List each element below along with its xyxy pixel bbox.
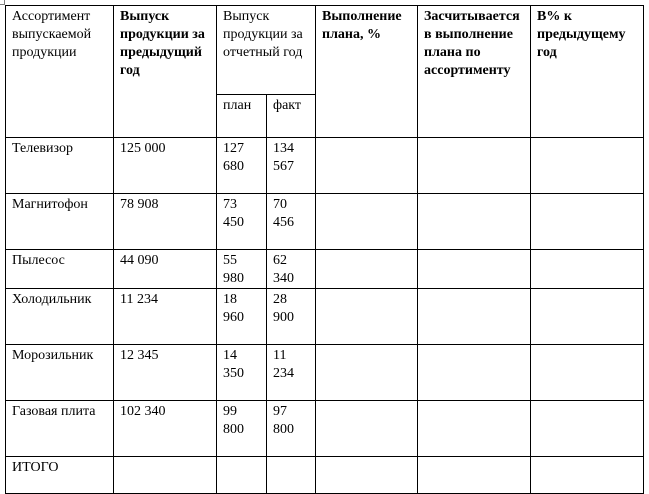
total-prev-cell: [114, 457, 217, 494]
table-row: [6, 138, 644, 194]
product-name: Пылесос: [6, 250, 114, 289]
table-row: [6, 401, 644, 457]
plan-value: 99 800: [217, 401, 267, 457]
plan-value: 14 350: [217, 345, 267, 401]
counted-cell: [418, 345, 531, 401]
fulfillment-cell: [316, 401, 418, 457]
counted-cell: [418, 138, 531, 194]
fulfillment-cell: [316, 138, 418, 194]
header-row-1: [6, 6, 644, 95]
fact-value: 28 900: [267, 289, 316, 345]
prev-year-value: 44 090: [114, 250, 217, 289]
fact-value: 62 340: [267, 250, 316, 289]
prev-year-value: 12 345: [114, 345, 217, 401]
vs-prev-cell: [531, 250, 644, 289]
prev-year-value: 11 234: [114, 289, 217, 345]
header-fact: факт: [267, 95, 316, 138]
product-name: Газовая плита: [6, 401, 114, 457]
total-counted-cell: [418, 457, 531, 494]
total-plan-cell: [217, 457, 267, 494]
vs-prev-cell: [531, 194, 644, 250]
vs-prev-cell: [531, 138, 644, 194]
counted-cell: [418, 250, 531, 289]
product-name: Холодильник: [6, 289, 114, 345]
header-counted: Засчитывается в выполнение плана по ассортименту: [418, 6, 531, 138]
table-row: [6, 250, 644, 289]
header-plan: план: [217, 95, 267, 138]
prev-year-value: 125 000: [114, 138, 217, 194]
total-row: [6, 457, 644, 494]
counted-cell: [418, 289, 531, 345]
table-row: [6, 289, 644, 345]
fulfillment-cell: [316, 194, 418, 250]
vs-prev-cell: [531, 289, 644, 345]
total-label: ИТОГО: [6, 457, 114, 494]
fact-value: 134 567: [267, 138, 316, 194]
plan-value: 127 680: [217, 138, 267, 194]
table-row: [6, 194, 644, 250]
product-name: Телевизор: [6, 138, 114, 194]
plan-value: 55 980: [217, 250, 267, 289]
vs-prev-cell: [531, 401, 644, 457]
prev-year-value: 78 908: [114, 194, 217, 250]
vs-prev-cell: [531, 345, 644, 401]
header-prev-year: Выпуск продукции за предыдущий год: [114, 6, 217, 138]
production-plan-table: [5, 5, 644, 494]
fact-value: 97 800: [267, 401, 316, 457]
total-vs-prev-cell: [531, 457, 644, 494]
fulfillment-cell: [316, 250, 418, 289]
header-report-year: Выпуск продукции за отчетный год: [217, 6, 316, 95]
total-fulfillment-cell: [316, 457, 418, 494]
prev-year-value: 102 340: [114, 401, 217, 457]
header-vs-prev: В% к предыдущему год: [531, 6, 644, 138]
fulfillment-cell: [316, 289, 418, 345]
plan-value: 18 960: [217, 289, 267, 345]
table-row: [6, 345, 644, 401]
counted-cell: [418, 194, 531, 250]
total-fact-cell: [267, 457, 316, 494]
fact-value: 11 234: [267, 345, 316, 401]
header-assortment: Ассортимент выпускаемой продукции: [6, 6, 114, 138]
product-name: Морозильник: [6, 345, 114, 401]
product-name: Магнитофон: [6, 194, 114, 250]
header-fulfillment: Выполнение плана, %: [316, 6, 418, 138]
fulfillment-cell: [316, 345, 418, 401]
counted-cell: [418, 401, 531, 457]
fact-value: 70 456: [267, 194, 316, 250]
plan-value: 73 450: [217, 194, 267, 250]
